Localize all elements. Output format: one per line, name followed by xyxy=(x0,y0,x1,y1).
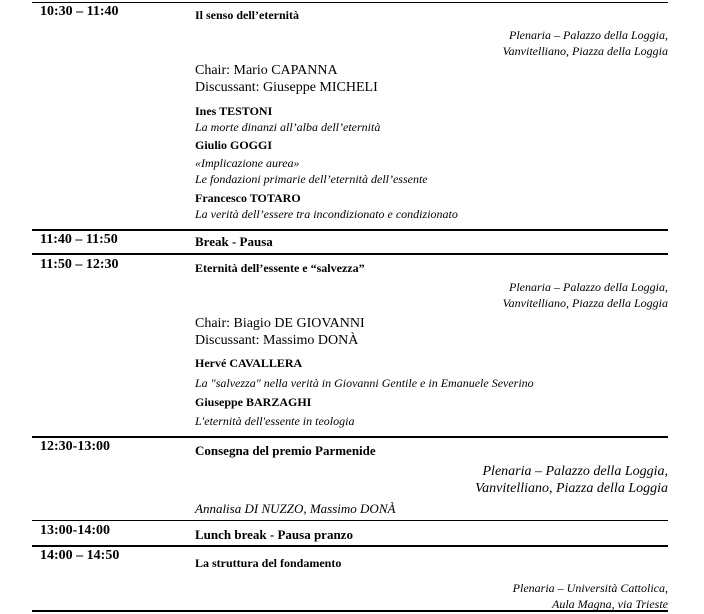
session-chair: Chair: Mario CAPANNA xyxy=(195,63,338,78)
session-chair: Chair: Biagio DE GIOVANNI xyxy=(195,316,365,331)
session-time: 13:00-14:00 xyxy=(40,523,110,538)
talk-title: La "salvezza" nella verità in Giovanni Gentile e in Emanuele Severino xyxy=(195,376,534,390)
session-title: Eternità dell’essente e “salvezza” xyxy=(195,261,365,275)
session-title: Il senso dell’eternità xyxy=(195,8,299,22)
session-time: 11:40 – 11:50 xyxy=(40,232,118,247)
talk-title: La verità dell’essere tra incondizionato e condizionato xyxy=(195,207,458,221)
top-rule xyxy=(32,2,668,3)
session-location: Plenaria – Palazzo della Loggia, Vanvitelliano, Piazza della Loggia xyxy=(475,464,668,496)
session-time: 14:00 – 14:50 xyxy=(40,548,120,563)
session-time: 11:50 – 12:30 xyxy=(40,257,119,272)
award-recipients: Annalisa DI NUZZO, Massimo DONÀ xyxy=(195,501,396,516)
session-title: Lunch break - Pausa pranzo xyxy=(195,527,353,542)
session-divider xyxy=(32,229,668,231)
talk-title: La morte dinanzi all’alba dell’eternità xyxy=(195,120,381,134)
session-title: Consegna del premio Parmenide xyxy=(195,443,376,458)
talk-speaker: Hervé CAVALLERA xyxy=(195,356,303,370)
talk-title: L'eternità dell'essente in teologia xyxy=(195,414,355,428)
session-discussant: Discussant: Giuseppe MICHELI xyxy=(195,80,378,95)
session-divider xyxy=(32,545,668,547)
talk-speaker: Giulio GOGGI xyxy=(195,138,273,152)
talk-title: Le fondazioni primarie dell’eternità dell’essente xyxy=(195,172,428,186)
session-time: 10:30 – 11:40 xyxy=(40,4,119,19)
talk-title: «Implicazione aurea» xyxy=(195,156,300,170)
talk-speaker: Francesco TOTARO xyxy=(195,191,301,205)
talk-speaker: Giuseppe BARZAGHI xyxy=(195,395,312,409)
session-title: Break - Pausa xyxy=(195,234,273,249)
talk-speaker: Ines TESTONI xyxy=(195,104,273,118)
session-divider xyxy=(32,253,668,255)
session-location: Plenaria – Palazzo della Loggia, Vanvitelliano, Piazza della Loggia xyxy=(502,280,668,310)
session-discussant: Discussant: Massimo DONÀ xyxy=(195,333,359,348)
session-divider xyxy=(32,520,668,521)
session-location: Plenaria – Università Cattolica, Aula Magna, via Trieste xyxy=(512,581,668,611)
session-title: La struttura del fondamento xyxy=(195,556,342,570)
session-divider xyxy=(32,436,668,438)
session-time: 12:30-13:00 xyxy=(40,439,110,454)
session-location: Plenaria – Palazzo della Loggia, Vanvitelliano, Piazza della Loggia xyxy=(502,28,668,58)
